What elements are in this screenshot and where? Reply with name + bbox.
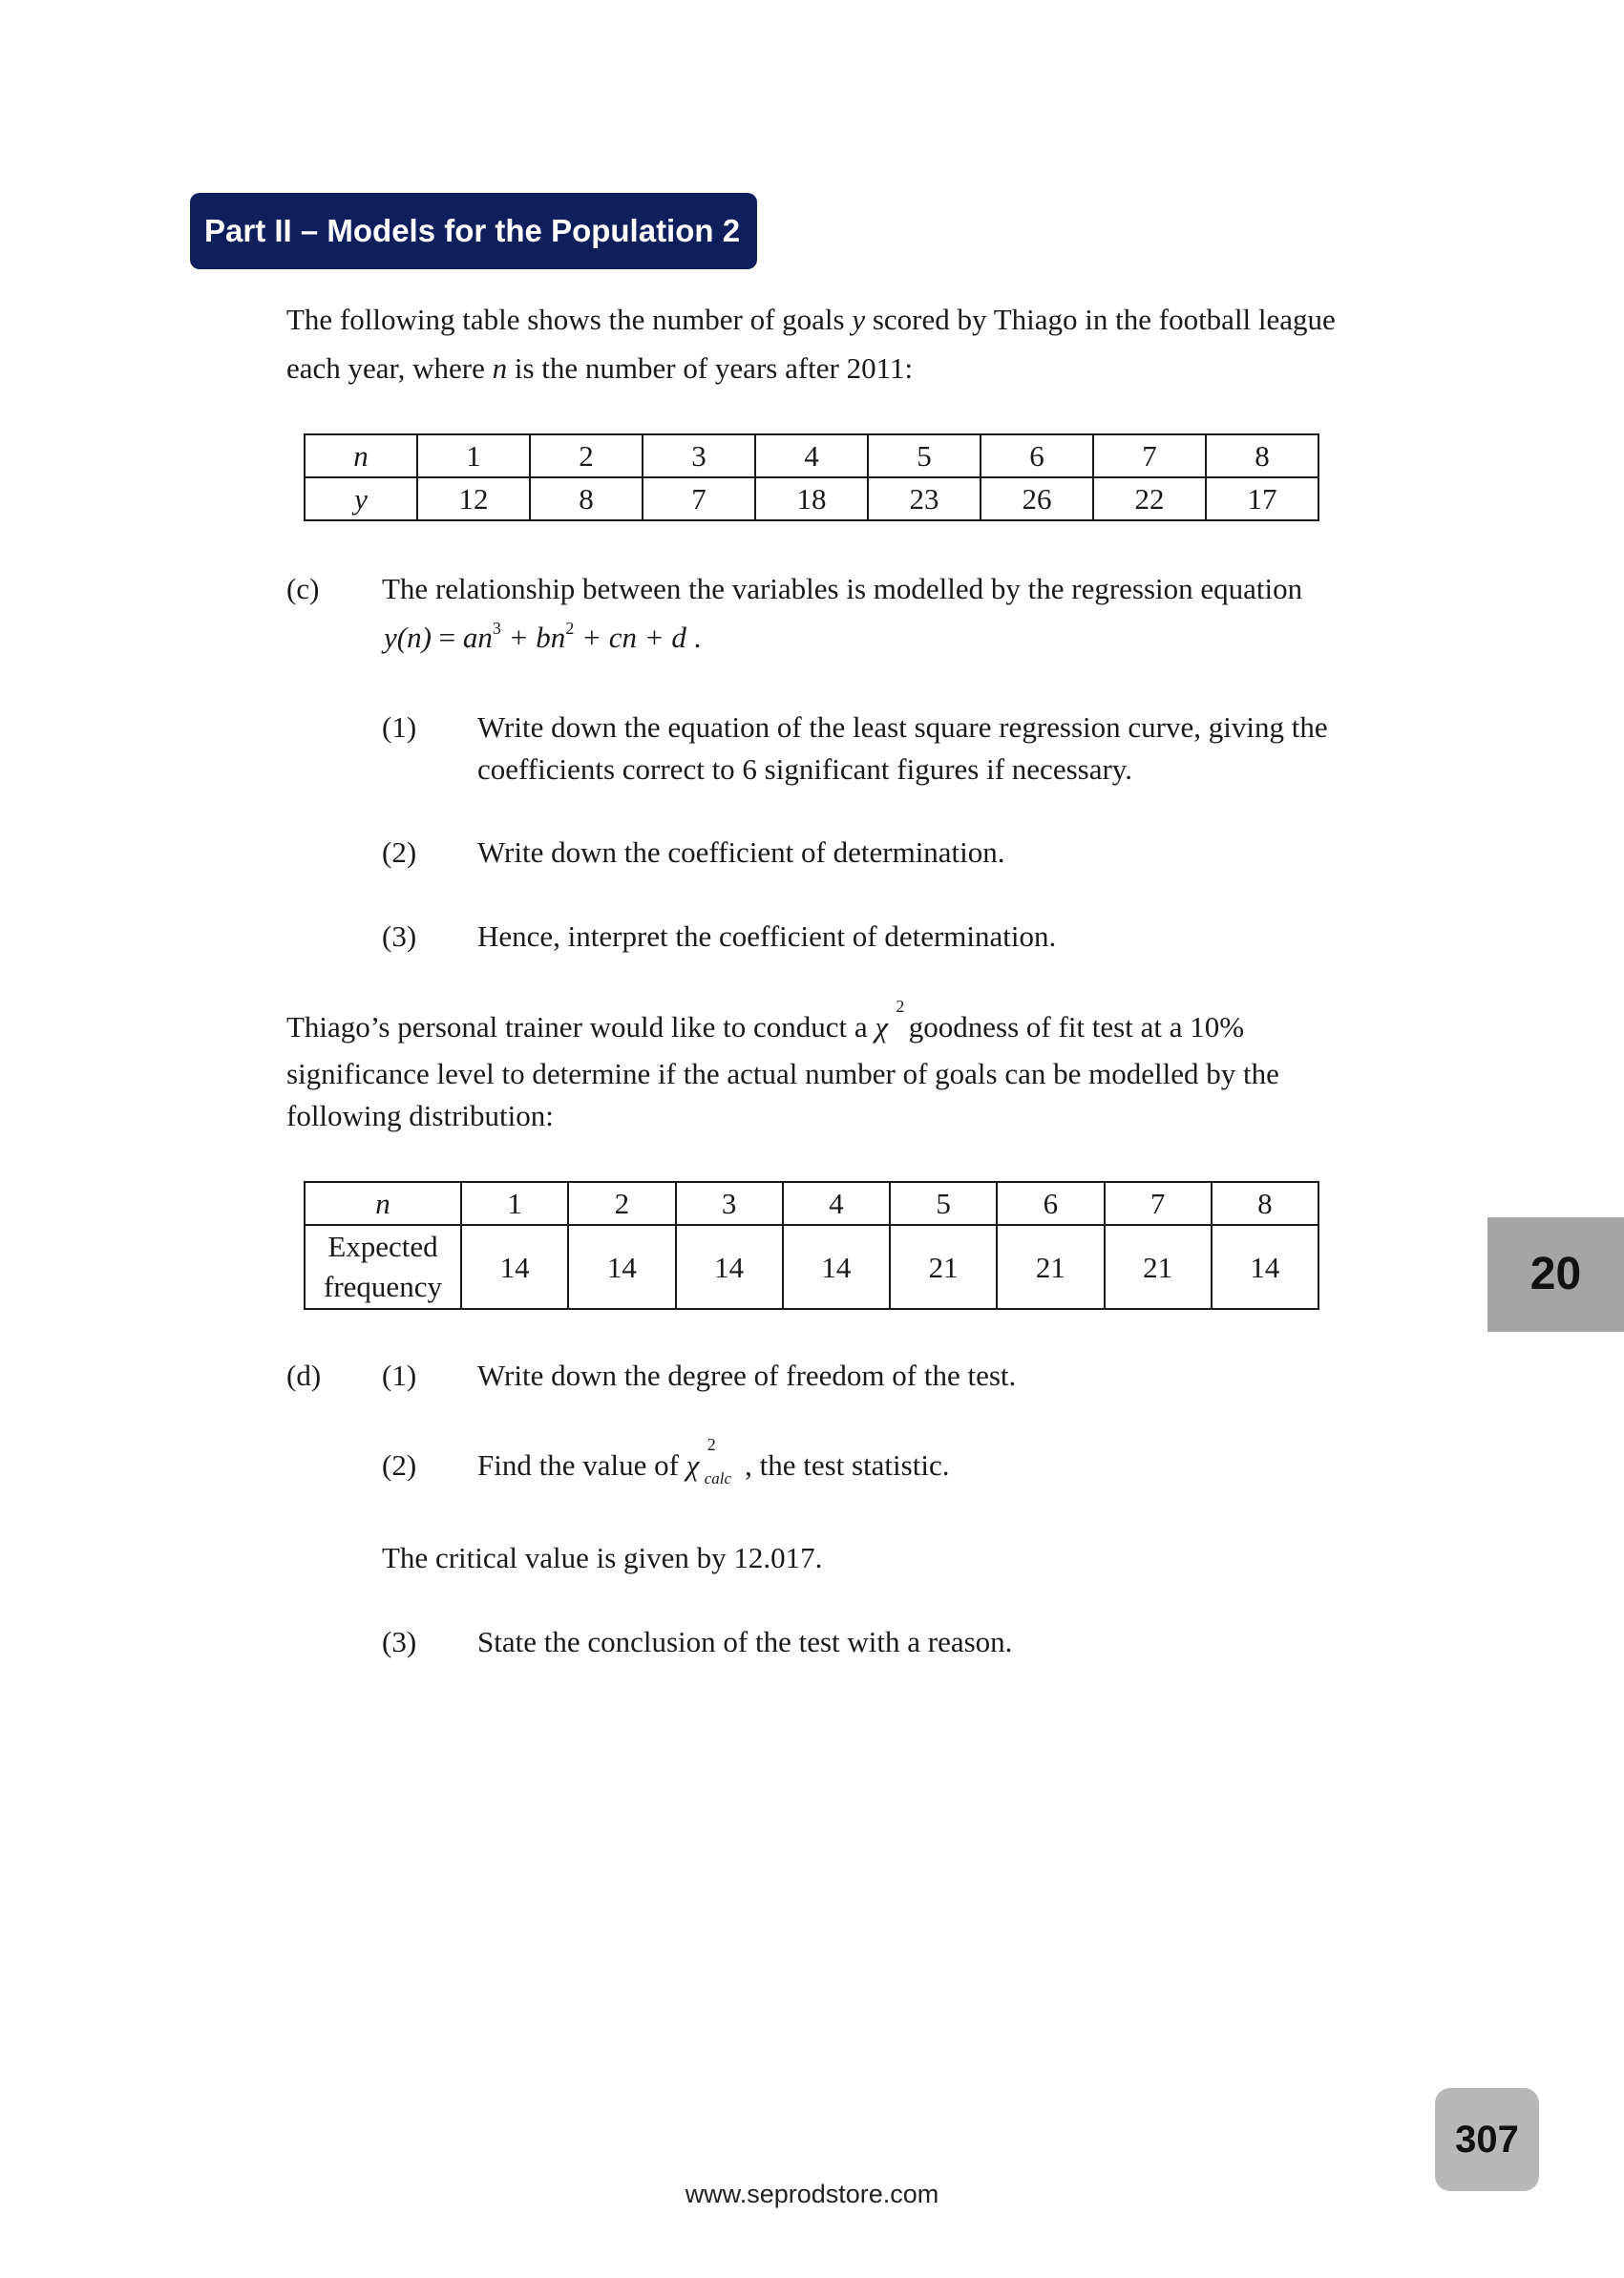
eq-part: y(n): [384, 621, 432, 654]
intro-line-1: [286, 296, 1336, 344]
table-cell: 21: [890, 1225, 997, 1309]
chi-squared-calc-symbol: [685, 1435, 738, 1489]
table-row-y: [305, 477, 1318, 520]
table-cell: 5: [868, 434, 981, 477]
table-cell: 7: [1093, 434, 1206, 477]
chi-squared-symbol: [875, 997, 905, 1051]
c3-text: Hence, interpret the coefficient of determination.: [477, 919, 1057, 953]
eq-part: + cn + d: [574, 621, 686, 654]
table-cell: 17: [1206, 477, 1318, 520]
var-n: n: [492, 351, 508, 385]
chapter-tab: 20: [1487, 1217, 1624, 1332]
table-cell: 2: [568, 1182, 675, 1225]
table-cell: 14: [461, 1225, 568, 1309]
table-cell: 23: [868, 477, 981, 520]
regression-equation: [384, 614, 701, 662]
d2-text: [477, 1435, 950, 1489]
d2-text-part: Find the value of: [477, 1448, 686, 1482]
table-row-n: [305, 434, 1318, 477]
chi-letter: χ: [875, 1010, 889, 1044]
part-d-label: (d): [286, 1359, 322, 1392]
chi-letter: χ: [685, 1448, 700, 1482]
part-c-label: (c): [286, 572, 320, 605]
part-c-text: The relationship between the variables is modelled by the regression equation: [382, 572, 1303, 605]
table-cell: 4: [755, 434, 868, 477]
table-cell: 26: [981, 477, 1093, 520]
d3-text: State the conclusion of the test with a reason.: [477, 1625, 1013, 1658]
row-label-n: n: [305, 1182, 461, 1225]
intro-line-2: [286, 345, 913, 392]
goals-table: [304, 433, 1319, 521]
table-row-expected: [305, 1225, 1318, 1309]
critical-value-text: The critical value is given by 12.017.: [382, 1541, 823, 1574]
table-cell: 3: [676, 1182, 783, 1225]
table-cell: 18: [755, 477, 868, 520]
eq-exponent: 3: [492, 619, 501, 638]
d1-label: (1): [382, 1359, 417, 1392]
d2-text-part: , the test statistic.: [737, 1448, 950, 1482]
eq-part: =: [431, 621, 463, 654]
row-label-n: n: [305, 434, 417, 477]
row-label-y: y: [305, 477, 417, 520]
chi-exponent: 2: [896, 997, 905, 1016]
eq-part: an: [462, 621, 493, 654]
table-cell: 8: [530, 477, 643, 520]
trainer-line-3: following distribution:: [286, 1099, 554, 1132]
d2-label: (2): [382, 1448, 417, 1482]
table-cell: 21: [1105, 1225, 1212, 1309]
intro-text: each year, where: [286, 351, 493, 385]
table-cell: 1: [417, 434, 530, 477]
d1-text: Write down the degree of freedom of the test.: [477, 1359, 1017, 1392]
table-row-n: [305, 1182, 1318, 1225]
page-number: 307: [1435, 2088, 1539, 2191]
var-y: y: [852, 303, 866, 336]
c2-label: (2): [382, 835, 417, 869]
table-cell: 12: [417, 477, 530, 520]
table-cell: 8: [1206, 434, 1318, 477]
intro-text: The following table shows the number of goals: [286, 303, 853, 336]
expected-frequency-table: [304, 1181, 1319, 1310]
chi-exponent: 2: [707, 1435, 716, 1454]
section-title-badge: [190, 193, 757, 269]
table-cell: 6: [997, 1182, 1104, 1225]
table-cell: 3: [643, 434, 755, 477]
section-title: Part II – Models for the Population 2: [204, 213, 741, 248]
c1-label: (1): [382, 710, 417, 744]
trainer-line-2: significance level to determine if the actual number of goals can be modelled by the: [286, 1057, 1279, 1090]
table-cell: 14: [676, 1225, 783, 1309]
table-cell: 22: [1093, 477, 1206, 520]
table-cell: 7: [643, 477, 755, 520]
intro-text: is the number of years after 2011:: [507, 351, 914, 385]
table-cell: 4: [783, 1182, 890, 1225]
c1-text-line2: coefficients correct to 6 significant figures if necessary.: [477, 752, 1133, 786]
c1-text-line1: Write down the equation of the least square regression curve, giving the: [477, 710, 1328, 744]
footer-url: www.seprodstore.com: [685, 2180, 939, 2208]
c3-label: (3): [382, 919, 417, 953]
trainer-text: Thiago’s personal trainer would like to conduct a: [286, 1010, 875, 1044]
row-label-line: frequency: [324, 1270, 442, 1303]
trainer-text: goodness of fit test at a 10%: [901, 1010, 1245, 1044]
table-cell: 6: [981, 434, 1093, 477]
row-label-expected-frequency: [305, 1225, 461, 1309]
intro-text: scored by Thiago in the football league: [865, 303, 1336, 336]
table-cell: 7: [1105, 1182, 1212, 1225]
eq-part: + bn: [500, 621, 566, 654]
trainer-line-1: [286, 997, 1245, 1051]
table-cell: 8: [1212, 1182, 1318, 1225]
table-cell: 14: [1212, 1225, 1318, 1309]
eq-exponent: 2: [565, 619, 575, 638]
chi-subscript: calc: [704, 1469, 732, 1487]
d3-label: (3): [382, 1625, 417, 1658]
row-label-line: Expected: [327, 1230, 438, 1263]
table-cell: 5: [890, 1182, 997, 1225]
table-cell: 2: [530, 434, 643, 477]
table-cell: 21: [997, 1225, 1104, 1309]
c2-text: Write down the coefficient of determination.: [477, 835, 1005, 869]
table-cell: 14: [568, 1225, 675, 1309]
eq-part: .: [685, 621, 702, 654]
table-cell: 1: [461, 1182, 568, 1225]
table-cell: 14: [783, 1225, 890, 1309]
